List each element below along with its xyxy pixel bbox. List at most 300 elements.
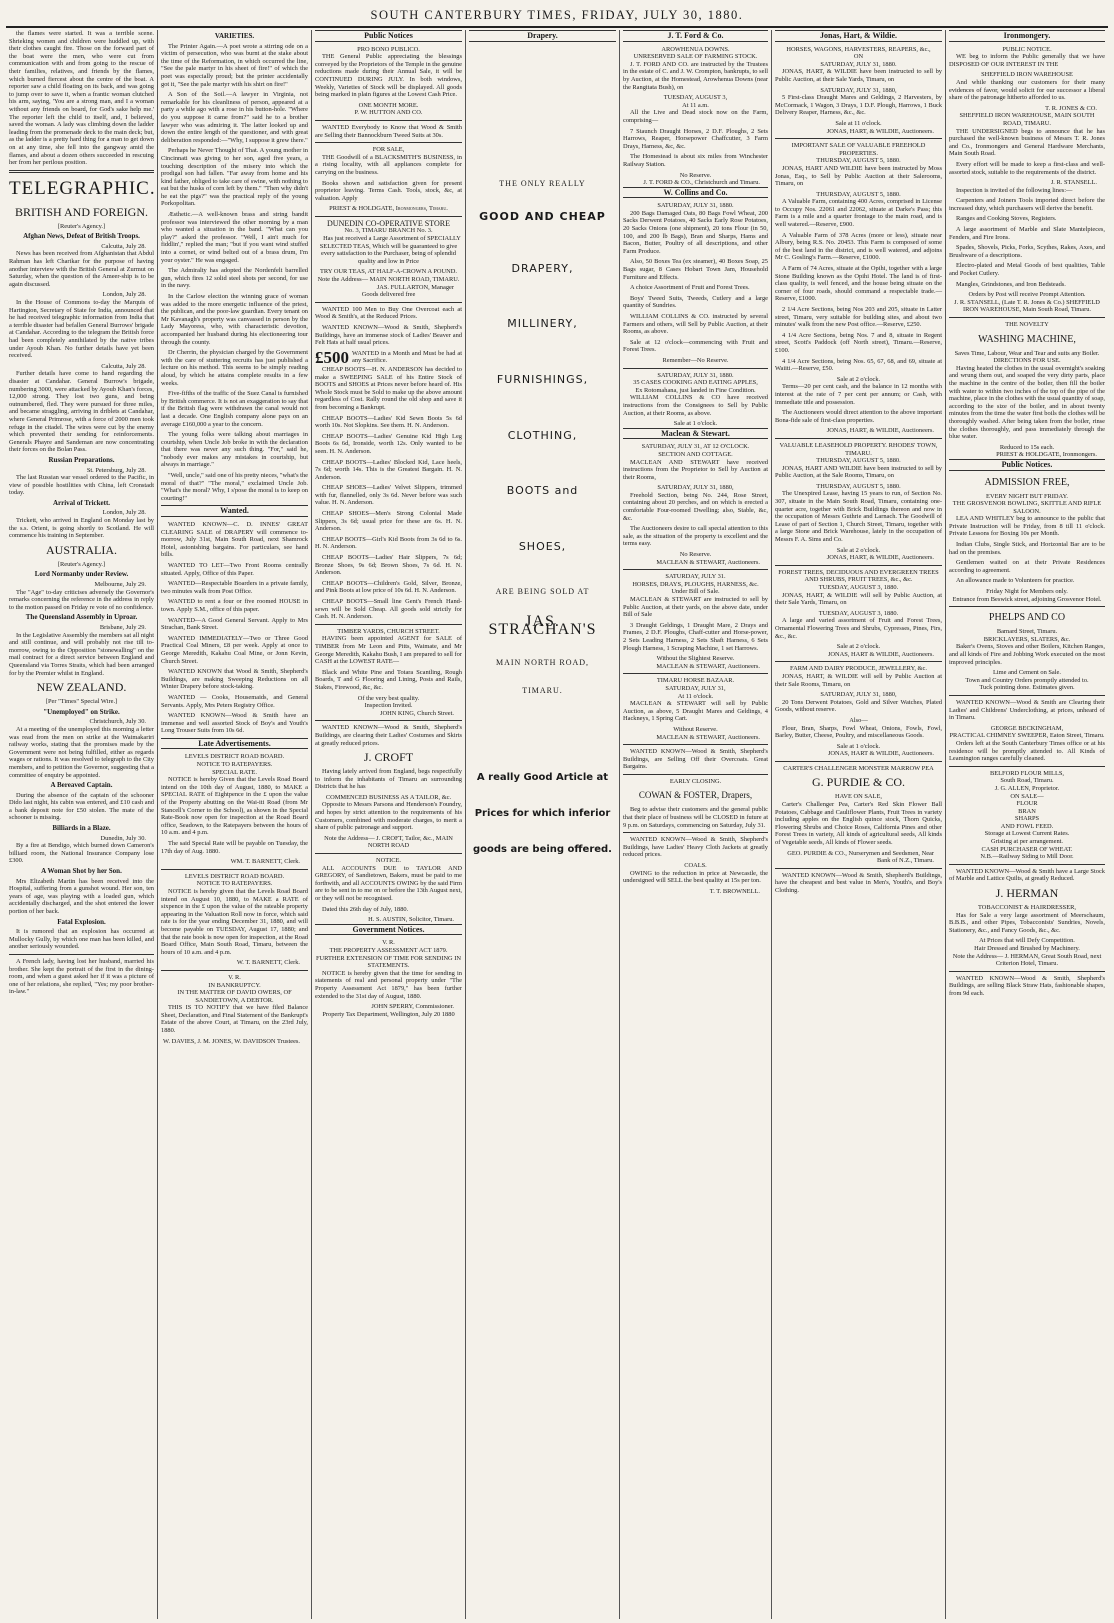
ad-body: A choice Assortment of Fruit and Forest Trees.	[630, 284, 750, 292]
signature: W. T. BARNETT, Clerk.	[236, 959, 300, 967]
ad-500-text: WANTED in a Month and Must be had at any Sacrifice.	[352, 349, 462, 365]
signature: T. R. JONES & CO.	[1045, 104, 1097, 112]
news-heading: Lord Normanby under Review.	[34, 570, 129, 579]
variety-item: "Well, uncle," said one of his pretty nieces, "what's the moral of that?" "The moral," exclaimed Uncle Job. "What's the moral? Why, I s'pose the moral is to keep on courting!"	[161, 472, 308, 502]
column-news	[6, 30, 158, 1619]
ad-body: Town and Country Orders promptly attended to.	[965, 676, 1089, 684]
divider	[161, 869, 308, 870]
sale-time: At 11 o'clock.	[677, 692, 714, 700]
product: SHARPS	[1014, 815, 1040, 823]
drapery-line: MILLINERY,	[507, 317, 578, 331]
signature: JONAS, HART, & WILDIE, Auctioneers.	[826, 127, 934, 135]
sale-date: SATURDAY, JULY 31, 1880.	[820, 60, 897, 68]
article-paragraph: the flames were started. It was a terrible scene. Shrieking women and children were huddled up, with their clothes caught fire. Those on the forward part of the boat were the men, who were cut from communication with and from going to the rescue of their families, relatives, and friends by the flames, which burned fiercest about the centre of the boat. A reporter saw a child floating on its back, and was going to jump over to save it, when a frantic woman clutched his arm, saying, 'You are a strong man, and I a woman without any friends on board, for God's sake help me.' The reporter left the child to itself, and, I believed, saved the woman. A lady was climbing down the ladder leading from the promenade deck to the main deck; but, as the ladder is a pretty hard thing for a man to get down on at any time, she fell into the gangway amid the flames, and about a dozen others succeeded in rescuing her from her perilous position.	[9, 30, 154, 167]
sale-date: SATURDAY, JULY 31, 1880,	[657, 484, 734, 492]
ad-body: J. G. ALLEN, Proprietor.	[994, 784, 1060, 792]
ad-title: TIMARU HORSE BAZAAR.	[656, 677, 735, 685]
sale-date: THURSDAY, AUGUST 5, 1880.	[816, 482, 901, 490]
ad-body: MACLEAN & STEWART will sell by Public Auction, as above, 5 Draught Mares and Geldings, 4 Hackneys, 1 Spring Cart.	[623, 700, 768, 723]
classified-ad: WANTED KNOWN—C. D. INNES' GREAT CLEARING SALE of DRAPERY will commence to-morrow, July 31st, Main South Road, next Shamrock Hotel, astonishing bargains. For particulars, see hand bills.	[161, 521, 308, 559]
sale-date: SATURDAY, JULY 31, 1880,	[820, 691, 897, 699]
ad-body: A Farm of 74 Acres, situate at the Opihi, together with a large Stone Building known as the Opihi Hotel. The land is of first-class quality, is well fenced, and the house being situate on the corner of four roads, should command a respectable trade.—Reserve, £1000.	[775, 265, 942, 303]
ad-body: Boys' Tweed Suits, Tweeds, Cutlery and a large quantity of Sundries.	[623, 294, 768, 310]
variety-item: In the Carlow election the winning grace of woman was added to the more energetic influence of the priest, the publican, and the poor-law guardian. Every tenant on Mr Kavanagh's property was canvassed in person by the Lady Mayoress, who, with characteristic devotion, accompanied her husband during his electioneering tour through the county.	[161, 293, 308, 346]
ad-body: Entrance from Beswick street, adjoining Grosvenor Hotel.	[952, 595, 1102, 603]
classified-ad: CHEAP BOOTS—Ladies' Blocked Kid, Lace heels, 7s 6d; worth 14s. This is the Greatest Bargain. H. N. Anderson.	[315, 458, 462, 481]
signature: J. R. STANSELL, (Late T. R. Jones & Co.) SHEFFIELD IRON WAREHOUSE, Main South Road, Timaru.	[954, 298, 1100, 314]
sale-date: TUESDAY, AUGUST 3, 1880.	[818, 584, 899, 591]
classified-ad: WANTED KNOWN—Wood & Smith, Shepherd's Buildings, are clearing their Ladies' Costumes and Skirts at greatly reduced prices.	[315, 724, 462, 747]
ad-body: JONAS, HART AND WILDIE have been instructed by Moss Jonas, Esq., to Sell by Public Auction at their Salerooms, Timaru, on	[775, 164, 942, 188]
signature: PRIEST & HOLDGATE, Ironmongers.	[996, 451, 1097, 459]
drapery-shop-name: JAS. STRACHAN'S	[488, 612, 597, 638]
ad-body: Of the very best quality.	[357, 694, 420, 702]
sale-time: Sale at 1 o'clock.	[673, 420, 718, 428]
ad-body: A large and varied assortment of Fruit and Forest Trees, Ornamental Flowering Trees and Shrubs, Cypresses, Pines, Firs, &c., &c.	[775, 617, 942, 640]
signature: JOHN SPERRY, Commissioner.	[371, 1003, 454, 1011]
ad-body: The Auctioneers desire to call special attention to this sale, as the situation of the property is excellent and the terms easy.	[623, 525, 768, 548]
ad-title: COMMENCED BUSINESS AS A TAILOR, &c.	[325, 793, 452, 801]
news-body: Further details have come to hand regarding the disaster at Candahar. General Burrow's brigade, numbering 3000, were attacked by Ayoub Khan's forces, 12,000 strong. They lost two guns, and being outnumbered, fled. They were pursued for three miles, and became straggling, arriving in driblets at Candahar, where General Primrose, with a force of 2000 men took refuge in the citadel. The wires were cut by the enemy which prevented their sending for reinforcements. Generals Phayre and Sandeman are now concentrating their forces on the Bolan Pass.	[9, 370, 154, 454]
sale-time: Sale at 11 o'clock.	[835, 119, 882, 127]
ad-body: A large assortment of Marble and Slate Mantelpieces, Fenders, and Fire Irons.	[949, 226, 1105, 241]
news-heading: Billiards in a Blaze.	[52, 824, 111, 833]
notice-body: THIS IS TO NOTIFY that we have filed Balance Sheet, Declaration, and Final Statement of the Bankrupt's Estate of the above Court, at Timaru, on the 23rd July, 1880.	[161, 1004, 308, 1035]
drapery-intro: THE ONLY REALLY	[499, 178, 586, 188]
ad-body: JONAS, HART, & WILDIE will sell by Public Auction, at their Sale Yards, Timaru, on	[775, 591, 942, 607]
classified-ad: WANTED—Respectable Boarders in a private family, two minutes walk from Post Office.	[161, 580, 308, 595]
ad-body: Opposite to Messrs Parsons and Henderson's Foundry, and hopes by strict attention to the requirements of his Customers, combined with moderate charges, to merit a share of public patronage and support.	[315, 801, 462, 832]
ad-body: Ex Rotomahana, just landed in Fine Condition.	[635, 386, 756, 394]
ad-subtitle: THE GROSVENOR BOWLING, SKITTLE AND RIFLE SALOON.	[952, 500, 1102, 515]
drapery-closing: Prices for which inferior	[474, 807, 611, 819]
drapery-tagline: GOOD AND CHEAP	[479, 210, 606, 224]
advertiser: PRIEST & HOLDGATE, Ironmongers, Timaru.	[329, 205, 448, 213]
ad-title: FOR SALE,	[372, 146, 405, 154]
ad-body: Orders by Post will receive Prompt Attention.	[968, 291, 1086, 299]
classified-ad: CHEAP BOOTS—Ladies' Genuine Kid High Leg Boots 6s 6d, Ironside, worth 12s. Only wanted to be seen. H. N. Anderson.	[315, 432, 462, 455]
government-notices-heading: Government Notices.	[315, 924, 462, 936]
dateline: Brisbane, July 29.	[99, 624, 146, 631]
sale-date: SATURDAY, JULY 31, 1880.	[657, 202, 734, 210]
sale-date: SATURDAY, JULY 31, AT 12 O'CLOCK.	[641, 443, 750, 451]
ad-title: VALUABLE LEASEHOLD PROPERTY. RHODES' TOWN, TIMARU.	[779, 441, 938, 457]
notice-title: THE PROPERTY ASSESSMENT ACT 1879.	[329, 946, 448, 954]
divider	[623, 368, 768, 369]
ad-body: J. T. FORD AND CO. are instructed by the Trustees in the estate of C. and J. W. Crompton, bankrupts, to sell by Auction, at the Homestead, Arowhenua Downs (near the Rangitata Bush), on	[623, 60, 768, 91]
agency-note: [Reuter's Agency.]	[57, 222, 106, 230]
divider	[9, 170, 154, 173]
notice-subtitle: FURTHER EXTENSION OF TIME FOR SENDING IN STATEMENTS.	[315, 954, 462, 970]
ad-title-washing: WASHING MACHINE,	[978, 333, 1076, 345]
divider	[775, 868, 942, 869]
variety-item: The young folks were talking about marriages in courtship, when Uncle Job broke in with the declaration that there was never any such thing. "For," said he, "nobody ever makes any mistakes in courtship, but always in marriage."	[161, 431, 308, 469]
ad-body: HAVING been appointed AGENT for SALE of TIMBER from Mr Leon and Pitts, Waimate, and Mr George Meredith, Kakahu Bush, I am prepared to sell for CASH at the LOWEST RATE—	[315, 635, 462, 666]
ad-500	[315, 347, 462, 367]
ad-subtitle: No. 3, TIMARU BRANCH No. 3.	[344, 227, 433, 235]
public-notices-heading: Public Notices	[315, 30, 462, 42]
news-body: At a meeting of the unemployed this morning a letter was read from the men on strike at the Waimakariri railway works, stating that the promises made by the Government were not being fulfilled, either as regards wages or rations. It was resolved to telegraph to the City members, and to petition the Governor, suggesting that a committee of enquiry be appointed.	[9, 725, 154, 779]
ad-body: Under Bill of Sale.	[671, 588, 720, 596]
notice-subtitle: NOTICE TO RATEPAYERS.	[196, 761, 273, 769]
section-title-telegraphic: TELEGRAPHIC.	[9, 177, 156, 199]
ad-body: 5 First-class Draught Mares and Geldings, 2 Harvesters, by McCormack, 1 Wagon, 3 Drays, 1 D.F. Plough, Harrows, 1 Buck Delivery Reaper, Harness, &c., &c.	[775, 94, 942, 117]
ad-subtitle: PRACTICAL CHIMNEY SWEEPER, Eaton Street, Timaru.	[949, 732, 1105, 740]
dateline: London, July 28.	[102, 291, 146, 299]
ad-body: Gristing at per arrangement.	[990, 838, 1064, 846]
signature: MACLEAN & STEWART, Auctioneers.	[656, 558, 760, 566]
ad-body: No Reserve.	[679, 171, 712, 179]
sale-date: THURSDAY, AUGUST 5, 1880.	[816, 190, 901, 198]
ad-subtitle: DIRECTIONS FOR USE.	[993, 357, 1061, 365]
ford-heading: J. T. Ford & Co.	[623, 30, 768, 42]
varieties-heading: VARIETIES.	[214, 32, 255, 40]
ad-body: At Prices that will Defy Competition.	[979, 937, 1075, 945]
column-varieties	[158, 30, 312, 1619]
sale-date: THURSDAY, AUGUST 5, 1880.	[816, 457, 901, 465]
divider	[623, 774, 768, 775]
ad-body: Beg to advise their customers and the general public that their place of business will be CLOSED in future at 9 p.m. on Saturdays, commencing on Saturday, July 31.	[623, 806, 768, 829]
sale-time: Sale at 2 o'clock.	[836, 375, 881, 383]
advertiser: P. W. HUTTON AND CO.	[354, 109, 423, 117]
ad-body: A Valuable Farm, containing 400 Acres, comprised in License to Occupy Nos. 22061 and 22062, situate at Darke's Pass; this Farm is a mile and a quarter frontage to the main road, and is well watered.—Reserve, £900.	[775, 198, 942, 229]
agency-note: [Per "Times" Special Wire.]	[45, 698, 118, 706]
divider	[315, 624, 462, 625]
classified-ad: WANTED—A Good General Servant. Apply to Mrs Strachan, Bank Street.	[161, 616, 308, 632]
drapery-line: DRAPERY,	[511, 261, 574, 275]
section-title-australia: AUSTRALIA.	[46, 542, 117, 557]
ad-title: COALS.	[684, 862, 707, 870]
classified-ad: CHEAP SHOES—Men's Strong Colonial Made Slippers, 3s 6d; usual price for these are 6s. H. N. Anderson.	[315, 510, 462, 533]
signature: MACLEAN & STEWART, Auctioneers.	[656, 733, 760, 741]
ad-body: JONAS, HART, & WILDIE will sell by Public Auction at their Sale Rooms, Timaru, on	[775, 672, 942, 688]
classified-ad: CHEAP BOOTS—Girl's Kid Boots from 3s 6d to 6s. H. N. Anderson.	[315, 535, 462, 551]
ad-body: The Homestead is about six miles from Winchester Railway Station.	[623, 153, 768, 168]
classified-ad: WANTED to rent a four or five roomed HOUSE in town. Apply S.M., office of this paper.	[161, 598, 308, 613]
ad-body: Note the Address— J. CROFT, Tailor, &c., MAIN NORTH ROAD	[324, 834, 453, 850]
ad-body: Orders left at the South Canterbury Times office or at his residence will be promptly attended to. All Kinds of Leamington ranges carefully cleaned.	[949, 739, 1105, 763]
divider	[161, 970, 308, 971]
ad-title: FOREST TREES, DECIDUOUS AND EVERGREEN TREES AND SHRUBS, FRUIT TREES, &c., &c.	[778, 568, 939, 584]
section-title-nz: NEW ZEALAND.	[36, 680, 127, 695]
divider	[775, 661, 942, 662]
ad-subtitle: EVERY NIGHT BUT FRIDAY.	[986, 492, 1068, 500]
notice-body: The said Special Rate will be payable on Tuesday, the 17th day of Aug. 1880.	[161, 840, 308, 855]
drapery-heading: Drapery.	[469, 30, 616, 42]
ad-title: ONE MONTH MORE.	[358, 101, 419, 109]
column-public-notices	[312, 30, 466, 1619]
classified-ad: WANTED KNOWN—Wood & Smith have a Large Stock of Marble and Lattice Quilts, at greatly Reduced.	[949, 867, 1105, 883]
drapery-town: TIMARU.	[522, 685, 563, 695]
ad-body: MACLEAN AND STEWART have received instructions from the Proprietor to Sell by Auction at their Rooms,	[623, 458, 768, 481]
drapery-closing: goods are being offered.	[473, 843, 612, 855]
notice-footer: Property Tax Department, Wellington, July 20 1880	[322, 1010, 455, 1018]
ad-body: Friday Night for Members only.	[986, 588, 1068, 596]
classified-ad: CHEAP BOOTS—Ladies' Kid Sewn Boots 5s 6d worth 10s. Not Slopkins. See them. H. N. Anderson.	[315, 414, 462, 430]
ad-body: Indian Clubs, Single Stick, and Horizontal Bar are to be had on the premises.	[949, 541, 1105, 556]
ad-body: JONAS, HART AND WILDIE have been instructed to sell by Public Auction, at the Sale Rooms, Timaru, on	[775, 464, 942, 480]
sale-date: SATURDAY, JULY 31,	[665, 684, 726, 692]
signature: J. R. STANSELL.	[1050, 179, 1097, 187]
news-body: In the House of Commons to-day the Marquis of Hartington, Secretary of State for India, announced that he had received telegraphic information from India that a terrible disaster had befallen General Burrows' brigade at Candahar. According to the telegram the British force had been completely annihilated by the native tribes under Ayoub Khan. No further details have yet been received.	[9, 299, 154, 360]
news-heading: Afghan News, Defeat of British Troops.	[23, 232, 140, 241]
column-ironmongery	[946, 30, 1108, 1619]
news-heading: "Unemployed" on Strike.	[43, 707, 120, 716]
classified-ad: WANTED 100 Men to Buy One Overcoat each at Wood & Smith's, at the Reduced Prices.	[315, 305, 462, 321]
drapery-line: BOOTS and	[506, 484, 579, 498]
ad-body: All the Live and Dead stock now on the Farm, comprising—	[623, 109, 768, 124]
ad-body: Reduced to 15s each.	[999, 443, 1055, 451]
ad-body: Hair Dressed and Brushed by Machinery.	[974, 945, 1080, 952]
ad-body: The Unexpired Lease, having 15 years to run, of Section No. 307, situate in the Main South Road, Timaru, containing one-quarter acre, together with Brick Buildings thereon and now in the occupation of Messrs Guthrie and Larnach. The Goodwill of Lease of part of Section 1, Church Street, Timaru, together with a large Stone and Brick Warehouse, lately in the occupation of Messrs F. A. Sims and Co.	[775, 490, 942, 544]
ad-body: LEA AND WHITLEY beg to announce to the public that Private Instruction will be Friday, from 8 till 11 o'clock. Private Lessons for Boxing 10s per Month.	[949, 515, 1105, 538]
ad-body: A Valuable Farm of 378 Acres (more or less), situate near Albury, being R.S. No. 20453. This Farm is composed of some of the best land in the district, and is well watered, and adjoins Mr C. Gosling's Farm.—Reserve, £1000.	[775, 231, 942, 262]
ad-body: 4 1/4 Acre Sections, being Nos. 65, 67, 68, and 69, situate at Waiiti.—Reserve, £50.	[775, 357, 942, 373]
classified-ad: CHEAP BOOTS—Ladies' Hair Slippers, 7s 6d; Bronze Shoes, 9s 6d; Brown Shoes, 7s 6d. H. N. Anderson.	[315, 554, 462, 577]
dateline: St. Petersburg, July 28.	[86, 466, 146, 474]
ad-body: Every effort will be made to keep a first-class and well-assorted stock, suitable to the requirements of the district.	[949, 160, 1105, 176]
ad-body: Storage at Lowest Current Rates.	[984, 830, 1070, 838]
product: AND FOWL FEED.	[1000, 822, 1054, 830]
ad-title-croft: J. CROFT	[363, 750, 414, 765]
news-heading: Fatal Explosion.	[57, 917, 106, 926]
ad-body: Inspection Invited.	[364, 702, 413, 710]
signature: JAS. FULLARTON, Manager	[376, 283, 454, 291]
ad-title: FARM AND DAIRY PRODUCE, JEWELLERY, &c.	[790, 665, 927, 673]
collins-heading: W. Collins and Co.	[623, 187, 768, 199]
variety-item: Perhaps he Never Thought of That. A young mother in Cincinnati was giving to her son, aged five years, a touching description of the misery into which the prodigal son had fallen. "Far away from home and his kind father, obliged to take care of swine, with nothing to eat but the husks of corn left by them." "Then why didn't he eat the pigs?" was the practical reply of the young Porkopolitan.	[161, 147, 308, 208]
news-body: The last Russian war vessel ordered to the Pacific, in view of possible hostilities with China, left Cronstadt today.	[9, 474, 154, 497]
sale-date: TUESDAY, AUGUST 3, 1880.	[818, 609, 899, 617]
ad-body: ALL ACCOUNTS DUE to TAYLOR AND GREGORY, of Sandietown, Bakers, must be paid to me forthwith, and all ACCOUNTS OWING by the said Firm are to be sent in to me on or before the 13th August next, or they will not be recognised.	[315, 864, 462, 902]
drapery-sold-at: ARE BEING SOLD AT	[495, 587, 590, 597]
ad-body: Electro-plated and Metal Goods of best qualities, Table and Pocket Cutlery.	[949, 262, 1105, 278]
ad-body: 20 Tons Derwent Potatoes, Gold and Silver Watches, Plated Goods, without reserve.	[775, 698, 942, 714]
ad-body: Having lately arrived from England, begs respectfully to inform the inhabitants of Timaru an surrounding Districts that he has	[315, 768, 462, 791]
signature: JONAS, HART, & WILDIE, Auctioneers.	[826, 427, 934, 435]
ad-body: THE Goodwill of a BLACKSMITH'S BUSINESS, in a rising locality, with all appliances complete for carrying on the business.	[315, 153, 462, 176]
column-auctions	[620, 30, 772, 1619]
divider	[949, 317, 1105, 318]
news-body: A French lady, having lost her husband, married his brother. She kept the portrait of the first in the dining-room, and when a guest asked her if it was a picture of one of her relations, she replied, "Yes; my poor brother-in-law."	[9, 957, 154, 996]
royal-cipher: V. R.	[382, 939, 395, 947]
divider	[949, 695, 1105, 696]
ad-body: WILLIAM COLLINS & CO have received instructions from the Consignees to Sell by Public Auction, at their Rooms, as above.	[623, 394, 768, 417]
sale-time: Sale at 2 o'clock.	[836, 546, 881, 554]
classified-ad: WANTED KNOWN—Wood & Smith have an immense and well assorted Stock of Boy's and Youth's Long Trouser Suits from 10s 6d.	[161, 712, 308, 735]
ad-body: Remember—No Reserve.	[662, 356, 729, 364]
ad-subtitle: HAVE ON SALE,	[835, 793, 882, 801]
ad-body: Has for Sale a very large assortment of Meerschaum, B.B.B., and other Pipes, Tobacconists' Sundries, Novels, Stationery, &c., and Fancy Goods, &c., &c.	[949, 911, 1105, 934]
divider	[949, 971, 1105, 972]
ad-body: Gentlemen waited on at their Private Residences according to agreement.	[949, 559, 1105, 574]
news-heading: The Queensland Assembly in Uproar.	[25, 613, 138, 622]
dateline: Calcutta, July 28.	[101, 242, 146, 250]
ad-body: An allowance made to Volunteers for practice.	[956, 577, 1075, 585]
drapery-closing: A really Good Article at	[476, 772, 609, 784]
masthead: SOUTH CANTERBURY TIMES, FRIDAY, JULY 30, 1880.	[6, 4, 1108, 28]
divider	[623, 569, 768, 570]
ad-body: Carpenters and Joiners Tools imported direct before the increased duty, which purchasers will derive the benefit.	[949, 197, 1105, 212]
variety-item: A Son of the Soil.—A lawyer in Virginia, not remarkable for his cleanliness of person, appeared at a party a while ago with a rose in his button-hole. "Where do you suppose it came from?" said he to a brother lawyer who was admiring it. The latter looked up and down the entire length of the questioner, and with great deliberation responded:—"Why, I suppose it grew there."	[161, 91, 308, 144]
news-heading: Arrival of Trickett.	[52, 498, 111, 507]
ad-body: WILLIAM COLLINS & CO. instructed by several Farmers and others, will Sell by Public Auction, at their Rooms, as above.	[623, 313, 768, 336]
ad-body: Freehold Section, being No. 244, Rose Street, containing about 20 perches, and on which is erected a comfortable Four-roomed Dwelling; also, Stable, &c, &c.	[623, 491, 768, 522]
ad-body: Terms—20 per cent cash, and the balance in 12 months with interest at the rate of 7 per cent per annum; or Cash, with immediate title and possession.	[775, 383, 942, 406]
jonas-heading: Jonas, Hart, & Wildie.	[775, 30, 942, 42]
classified-ad: WANTED TO LET—Two Front Rooms centrally situated. Apply, Office of this Paper.	[161, 562, 308, 577]
ad-title: TRY OUR TEAS, AT HALF-A-CROWN A POUND.	[320, 268, 457, 276]
ad-body: JONAS, HART, & WILDIE have been instructed to sell by Public Auction, at their Sale Yards, Timaru, on	[775, 68, 942, 83]
ad-body: Spades, Shovels, Picks, Forks, Scythes, Rakes, Axes, and Brushware of a descriptions.	[949, 244, 1105, 259]
classified-ad: WANTED KNOWN—Wood & Smith, Shepherd's Buildings, are selling Black Straw Hats, fashionable shapes, from 9d each.	[949, 974, 1105, 997]
notice-title: IN BANKRUPTCY.	[208, 981, 261, 989]
notice-title: LEVELS DISTRICT ROAD BOARD.	[184, 753, 285, 761]
sale-time: Sale at 2 o'clock.	[836, 643, 881, 651]
divider	[775, 761, 942, 762]
ad-body: N.B.—Railway Siding to Mill Door.	[980, 853, 1074, 861]
notice-body: NOTICE is hereby given that the Levels Road Board intend on August 10, 1880, to MAKE a RATE of sixpence in the £ upon the value of the rateable property appearing in the Valuation Roll now in force, which said rate is for the year ending December 31, 1880, and will become payable on TUESDAY, August 17, 1880; and that the rate book is now open for inspection, at the Road Board Office, Main South Road, Timaru, between the hours of 10 a.m. and 4 p.m.	[161, 887, 308, 956]
signature: J. T. FORD & CO., Christchurch and Timaru.	[643, 179, 760, 187]
notice-subtitle: IN THE MATTER OF DAVID OWERS, OF SANDIETOWN, A DEBTOR.	[177, 989, 292, 1004]
ad-title: 35 CASES COOKING AND EATING APPLES,	[633, 379, 758, 387]
divider	[623, 832, 768, 833]
ad-title: AROWHENUA DOWNS.	[661, 45, 730, 53]
news-heading: Russian Preparations.	[48, 455, 115, 464]
ad-body: Sale at 12 o'clock—commencing with Fruit and Forest Trees.	[623, 338, 768, 354]
drapery-address: MAIN NORTH ROAD,	[495, 658, 590, 668]
notice-subtitle: SPECIAL RATE.	[212, 768, 257, 776]
signature: W. DAVIES, J. M. JONES, W. DAVIDSON Trustees.	[163, 1037, 300, 1045]
maclean-heading: Maclean & Stewart.	[623, 428, 768, 440]
ad-title: BELFORD FLOUR MILLS,	[989, 769, 1065, 777]
notice-body: NOTICE is hereby Given that the Levels Road Board intend on the 10th day of August, 1880, to MAKE a SPECIAL RATE of Eightpence in the £ upon the value of the Property abutting on the Wai-iti Road (from Mr Stancell's Corner to the School), as shown in the Special Rate-Book now open for inspection at the Road Board office, Seadown, to the Ratepayers between the hours of 10 a.m. and 4 p.m.	[161, 776, 308, 837]
ad-body: Note the Address— MAIN NORTH ROAD, TIMARU.	[317, 276, 460, 284]
news-body: Mrs Elizabeth Martin has been received into the Hospital, suffering from a gunshot wound. Her son, ten years of age, was playing with a loaded gun, which accidentally discharged, and the shot entered the lower portion of her back.	[9, 877, 154, 915]
ad-title: UNRESERVED SALE OF FARMING STOCK.	[633, 53, 758, 61]
sale-date: SATURDAY, JULY 31, 1880.	[657, 371, 734, 379]
classified-ad: WANTED Everybody to Know that Wood & Smith are Selling their Bannockburn Tweed Suits at 30s.	[315, 123, 462, 139]
classified-ad: WANTED IMMEDIATELY—Two or Three Good Practical Coal Miners, £8 per week. Apply at once to George Meredith, Kakahu Coal Mine, or Jonn Kevin, Church Street.	[161, 634, 308, 665]
divider	[315, 142, 462, 143]
variety-item: Five-fifths of the traffic of the Suez Canal is furnished by British commerce. It is not an exaggeration to say that if the British flag were withdrawn the canal would not last a decade. One English company alone pays on an average £160,000 a year to the concern.	[161, 390, 308, 428]
ad-body: 2 1/4 Acre Sections, being Nos 203 and 205, situate in Latter street, Timaru, very suitable for building sites, and about two minutes' walk from the new Post office.—Reserve, £250.	[775, 306, 942, 329]
drapery-line: SHOES,	[518, 539, 567, 553]
classified-ad: WANTED KNOWN—Wood & Smith, Shepherd's Buildings, have an immense stock of Ladies' Beaver and Felt Hats at half usual prices.	[315, 324, 462, 347]
ad-subtitle: TOBACCONIST & HAIRDRESSER,	[978, 904, 1076, 912]
ad-body: Ranges and Cooking Stoves, Registers.	[956, 215, 1057, 223]
ad-body: Note the Address— J. HERMAN, Great South Road, next Criterion Hotel, Timaru.	[952, 952, 1102, 968]
divider	[623, 744, 768, 745]
ad-title: HORSES, WAGONS, HARVESTERS, REAPERS, &c.,	[786, 45, 931, 53]
divider	[315, 853, 462, 854]
ad-title: SECTION AND COTTAGE.	[658, 450, 733, 458]
ad-title: GEORGE BECKINGHAM,	[990, 724, 1064, 732]
classified-ad: CHEAP SHOES—Ladies' Velvet Slippers, trimmed with fur, flannelled, only 3s 6d. Never before was such value. H. N. Anderson.	[315, 484, 462, 507]
ad-body: Having heated the clothes in the usual overnight's soaking and wrung them out, and soaped the very dirty parts, place the machine in the centre of the boiler, then fill the boiler with water to within two inches of the top of the pipe of the machine, place in the clothes with the usual quantity of soap, according to the size of the boiler, and in about twenty minutes from the time the water first boils the clothes will be thoroughly washed. After being taken from the boiler, rinse the clothes thoroughly, and pass immediately through the blue water.	[949, 364, 1106, 441]
ad-body: WE beg to inform the Public generally that we have DISPOSED OF OUR INTEREST IN THE	[949, 53, 1105, 68]
classified-ad: CHEAP BOOTS—H. N. ANDERSON has decided to make a SWEEPING SALE of his Entire Stock of BOOTS and SHOES at Prices never before heard of. His Whole Stock must be Sold to make up the above amount regardless of Cost. Rally round the old shop and save it from becoming a Bankrupt.	[315, 365, 462, 411]
ironmongery-heading: Ironmongery.	[949, 30, 1105, 42]
news-body: News has been received from Afghanistan that Abdul Rahman has left Charikar for the purpose of having another interview with the British General at Zurmut on Saturday, when the question of the Ameer-ship is to be again discussed.	[9, 250, 154, 288]
column-drapery	[466, 30, 620, 1619]
ad-title-purdie: G. PURDIE & CO.	[811, 775, 905, 790]
ad-body: Carter's Challenger Pea, Carter's Red Skin Flower Ball Potatoes, Cabbage and Cauliflower Plants, Fruit Trees in variety including apples on the English quince stock, Thorn Quicks, Flowering Shrubs and Choice Roses, California Pines and other Forest Trees in variety, All kinds of agricultural seeds, All kinds of Vegetable seeds, All kinds of Flower seeds.	[775, 801, 942, 847]
ad-body: 4 1/4 Acre Sections, being Nos. 7 and 8, situate in Regent street, Scott's Paddock (off North street), Timaru.—Reserve, £100.	[775, 331, 942, 354]
news-body: The "Age" to-day criticises adversely the Governor's remarks concerning the reference in the address in reply to the motion passed on Friday re vote of no confidence.	[9, 588, 154, 611]
wanted-heading: Wanted.	[161, 505, 308, 517]
ad-title-phelps: PHELPS AND CO	[988, 612, 1066, 624]
drapery-line: CLOTHING,	[507, 428, 578, 442]
divider	[315, 302, 462, 303]
public-notices-heading: Public Notices.	[949, 459, 1105, 471]
sale-date: THURSDAY, AUGUST 5, 1880.	[816, 157, 901, 165]
ad-body: Barnard Street, Timaru.	[996, 628, 1058, 636]
classified-ad: WANTED KNOWN that Wood & Smith, Shepherd's Buildings, are making Sweeping Reductions on all Winter Drapery before stock-taking.	[161, 668, 308, 691]
ad-title: SHEFFIELD IRON WAREHOUSE, MAIN SOUTH ROAD, TIMARU.	[959, 112, 1095, 127]
ad-body: 200 Bags Damaged Oats, 80 Bags Fowl Wheat, 200 Sacks Derwent Potatoes, 40 Sacks Early Rose Potatoes, 20 Sacks Onions (one shipment), 20 tons Flour (in 50, 100, and 200 lb Bags), Bran and Sharps, Hams and Bacon, Butter, Poultry of all descriptions, and other Farm Produce.	[623, 209, 768, 255]
variety-item: Dr Cherrin, the physician charged by the Government with the care of stuttering recruits has just published a lecture on his method. This seems to be simply reading aloud, by which he attains complete results in a few weeks.	[161, 349, 308, 387]
variety-item: The Admiralty has adopted the Nordenfelt barrelled gun, which fires 12 solid steel shots per second, for use in the navy.	[161, 267, 308, 290]
variety-item: The Printer Again.—A poet wrote a stirring ode on a victim of persecution, who was burnt at the stake about the time of the Reformation, in which occurred the line, "See the pale martyr in his sheet of fire!" of which the poet was especially proud; but the printer accidentally got it, "See the pale martyr with his shirt on fire!"	[161, 42, 308, 88]
ad-title: PRO BONO PUBLICO.	[357, 45, 420, 53]
news-body: By a fire at Bendigo, which burned down Cameron's billiard room, the National Insurance Company lose £300.	[9, 842, 154, 865]
ad-title: ADMISSION FREE,	[984, 476, 1070, 488]
classified-ad: CHEAP BOOTS—Small line Gent's French Hand-sewn will be Sold Cheap. All goods sold strictly for Cash. H. N. Anderson.	[315, 598, 462, 621]
product: BRAN	[1018, 807, 1036, 815]
ad-body: Has just received a Large Assortment of SPECIALLY SELECTED TEAS, Which will be guaranteed to give every satisfaction to the Purchaser, being of splendid quality and low in Price	[319, 235, 461, 265]
divider	[623, 673, 768, 674]
classified-ad: CHEAP BOOTS—Children's Gold, Silver, Bronze, and Pink Boots at low price of 10s 6d. H. N. Anderson.	[315, 579, 462, 595]
signature: JONAS, HART & WILDIE, Auctioneers.	[827, 650, 934, 658]
divider	[949, 864, 1105, 865]
news-body: In the Legislative Assembly the members sat all night and still continue, and will probably not rise till to-morrow, owing to the Opposition "stonewalling" on the mail contract for a direct service between England and Queensland via Torres Straits, which had been arranged for by the Premier whilst in England.	[9, 631, 154, 677]
signature: JONAS, HART & WILDIE, Auctioneers.	[827, 750, 934, 758]
signature: T. T. BROWNELL.	[709, 887, 760, 895]
classified-ad: WANTED KNOWN—Wood & Smith are Clearing their Ladies' and Childrens' Underclothing, at prices, unheard of in Timaru.	[949, 698, 1105, 722]
ad-body: Lime and Cement on Sale.	[993, 669, 1061, 677]
ad-title: TIMBER YARDS, CHURCH STREET.	[337, 627, 440, 635]
ad-body: Without Reserve.	[673, 725, 718, 733]
divider	[775, 438, 942, 439]
column-jonas-hart	[772, 30, 946, 1619]
ad-body: OWING to the reduction in price at Newcastle, the undersigned will SELL the best quality at 15s per ton.	[623, 869, 768, 885]
signature: WM. T. BARNETT, Clerk.	[230, 858, 300, 866]
notice-body: NOTICE is hereby given that the time for sending in statements of real and personal property under "The Property Assessment Act 1879," has been further extended to the 31st day of August, 1880.	[315, 969, 462, 1000]
dateline: Calcutta, July 28.	[101, 362, 146, 370]
news-heading: A Bereaved Captain.	[50, 781, 113, 790]
signature: JOHN KING, Church Street.	[379, 709, 454, 717]
ad-title: IMPORTANT SALE OF VALUABLE FREEHOLD PROPERTIES.	[791, 142, 926, 157]
ad-title: CARTER'S CHALLENGER MONSTER MARROW PEA	[783, 764, 934, 772]
signature: MACLEAN & STEWART, Auctioneers.	[656, 662, 760, 670]
signature: H. S. AUSTIN, Solicitor, Timaru.	[368, 916, 454, 924]
variety-item: Æsthetic.—A well-known brass and string bandit professor was interviewed the other morning by a man who wanted a situation in the band. "What can you play?" asked the professor. "Well, I ain't much for fiddlin'," replied the man; "but if you want wind stuffed into a cornet, or wind belted out of a brass drum, I'm your oyster." He was engaged.	[161, 211, 308, 264]
ad-body: The Auctioneers would direct attention to the above important Bona-fide sale of first-class properties.	[775, 409, 942, 424]
ad-title: SHEFFIELD IRON WAREHOUSE	[981, 71, 1073, 79]
sale-date: SATURDAY, JULY 31.	[665, 573, 726, 581]
ad-body: Saves Time, Labour, Wear and Tear and suits any Boiler.	[954, 349, 1100, 357]
dateline: London, July 28.	[102, 509, 146, 517]
section-subtitle: BRITISH AND FOREIGN.	[14, 204, 148, 219]
ad-body: Tuck pointing done. Estimates given.	[979, 684, 1075, 692]
news-body: During the absence of the captain of the schooner Dido last night, his cabin was entered, and £10 cash and a bank deposit note for £50 stolen. The mate of the schooner is missing.	[9, 791, 154, 822]
divider	[315, 120, 462, 121]
ad-body: THE General Public appreciating the blessings conveyed by the Proprietors of the Temple in the genuine reductions made during their Annual Sale, it will be CONTINUED DURING JULY. In both windows, Weekly, Varieties of Stock will be displayed. All goods being marked in plain figures at the Lowest Cash Price.	[315, 53, 462, 99]
notice-subtitle: NOTICE TO RATEPAYERS.	[196, 880, 273, 888]
ad-body: Inspection is invited of the following lines:—	[956, 186, 1073, 194]
sale-date: TUESDAY, AUGUST 3,	[663, 94, 728, 102]
